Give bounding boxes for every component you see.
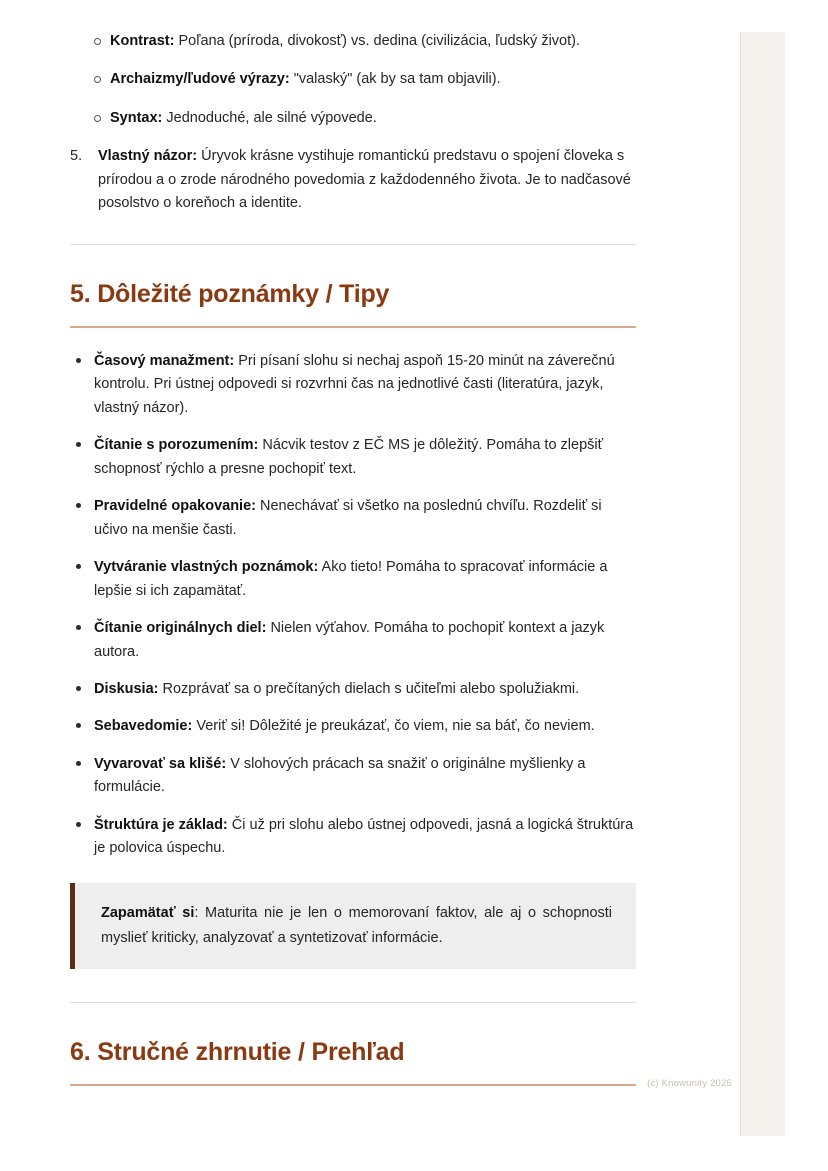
list-item-text: Nenechávať si všetko na poslednú chvíľu. Rozdeliť si učivo na menšie časti. xyxy=(94,498,602,538)
list-item xyxy=(70,107,636,130)
numbered-list xyxy=(70,145,636,215)
list-item xyxy=(70,68,636,91)
list-item-term: Vyvarovať sa klišé: xyxy=(94,755,227,772)
list-item-term: Archaizmy/ľudové výrazy: xyxy=(110,71,290,88)
list-item-term: Časový manažment: xyxy=(94,352,235,369)
list-item xyxy=(70,617,636,664)
margin-fill xyxy=(741,32,785,1136)
section-title-rule-2 xyxy=(70,1084,636,1086)
callout-text xyxy=(101,901,612,951)
list-item-term: Pravidelné opakovanie: xyxy=(94,498,256,515)
list-item-text: Jednoduché, ale silné výpovede. xyxy=(162,109,377,126)
list-item-text: Či už pri slohu alebo ústnej odpovedi, jasná a logická štruktúra je polovica úspechu. xyxy=(94,816,634,857)
section-divider-2 xyxy=(70,1002,636,1003)
list-item-term: Čítanie s porozumením: xyxy=(94,437,259,454)
list-item-term: Štruktúra je základ: xyxy=(94,816,228,833)
list-item-term: Kontrast: xyxy=(110,33,175,49)
list-item xyxy=(70,753,636,800)
list-item-term: Sebavedomie: xyxy=(94,718,193,735)
section-title-6: 6. Stručné zhrnutie / Prehľad xyxy=(70,1037,405,1066)
continued-sub-list xyxy=(70,30,636,130)
list-item-text: Poľana (príroda, divokosť) vs. dedina (civilizácia, ľudský život). xyxy=(174,33,581,49)
section-title-rule xyxy=(70,326,636,328)
list-item-text: Úryvok krásne vystihuje romantickú predstavu o spojení človeka s prírodou a o zrode národného povedomia z každodenného života. Je to nadčasové posolstvo o koreňoch a identite. xyxy=(98,148,631,212)
list-item xyxy=(70,145,636,215)
right-margin-strip xyxy=(740,0,828,1171)
list-item-text: V slohových prácach sa snažiť o originálne myšlienky a formulácie. xyxy=(94,755,586,796)
remember-callout xyxy=(70,883,636,969)
list-item-text: Pri písaní slohu si nechaj aspoň 15-20 minút na záverečnú kontrolu. Pri ústnej odpovedi si rozvrhni čas na jednotlivé časti (literatúra, jazyk, vlastný názor). xyxy=(94,352,615,416)
list-item-term: Vytváranie vlastných poznámok: xyxy=(94,559,319,576)
list-item-text: Ako tieto! Pomáha to spracovať informácie a lepšie si ich zapamätať. xyxy=(94,559,608,599)
watermark: (c) Knowunity 2025 xyxy=(647,1078,732,1089)
tips-list xyxy=(70,350,636,861)
list-item xyxy=(70,495,636,542)
list-item xyxy=(70,556,636,603)
callout-term: Zapamätať si xyxy=(101,904,195,921)
section-title-5: 5. Dôležité poznámky / Tipy xyxy=(70,279,390,308)
list-item-term: Diskusia: xyxy=(94,680,159,697)
list-item-text: Veriť si! Dôležité je preukázať, čo viem, nie sa báť, čo neviem. xyxy=(192,718,595,735)
list-item xyxy=(70,715,636,738)
list-item xyxy=(70,434,636,481)
list-item-text: Rozprávať sa o prečítaných dielach s učiteľmi alebo spolužiakmi. xyxy=(158,680,580,697)
list-item xyxy=(70,678,636,701)
list-item-text: "valaský" (ak by sa tam objavili). xyxy=(289,71,501,88)
list-item xyxy=(70,350,636,420)
list-item-text: Nielen výťahov. Pomáha to pochopiť kontext a jazyk autora. xyxy=(94,620,605,660)
list-item-term: Vlastný názor: xyxy=(98,148,198,165)
list-item-number: 5. xyxy=(70,148,83,165)
section-divider xyxy=(70,244,636,245)
list-item-term: Syntax: xyxy=(110,109,163,126)
document-content xyxy=(70,0,636,1086)
list-item xyxy=(70,30,636,53)
list-item xyxy=(70,814,636,861)
list-item-term: Čítanie originálnych diel: xyxy=(94,620,267,637)
callout-body: : Maturita nie je len o memorovaní faktov, ale aj o schopnosti myslieť kriticky, analyzovať a syntetizovať informácie. xyxy=(101,904,613,946)
list-item-text: Nácvik testov z EČ MS je dôležitý. Pomáha to zlepšiť schopnosť rýchlo a presne pochopiť text. xyxy=(94,437,604,477)
